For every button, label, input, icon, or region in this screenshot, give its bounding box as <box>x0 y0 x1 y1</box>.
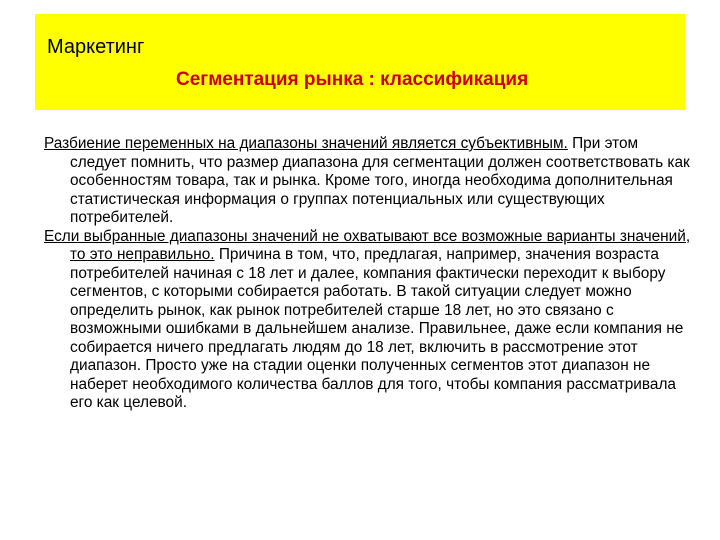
slide-title: Маркетинг <box>47 36 145 58</box>
paragraph-lead-underlined: Разбиение переменных на диапазоны значений является субъективным. <box>44 135 568 152</box>
paragraph-range-coverage <box>44 228 694 413</box>
paragraph-text: Причина в том, что, предлагая, например, значения возраста потребителей начиная с 18 лет и далее, компания фактически переходит к выбору сегментов, с которыми собирается работать. В такой ситуации следует можно определить рынок, как рынок потребителей старше 18 лет, но это связано с возможными ошибками в дальнейшем анализе. Правильнее, даже если компания не собирается ничего предлагать людям до 18 лет, включить в рассмотрение этот диапазон. Просто уже на стадии оценки полученных сегментов этот диапазон не наберет необходимого количества баллов для того, чтобы компания рассматривала его как целевой. <box>70 246 684 411</box>
paragraph-text: При этом следует помнить, что размер диапазона для сегментации должен соответствовать как особенностям товара, так и рынка. Кроме того, иногда необходима дополнительная статистическая информация о группах потенциальных или существующих потребителей. <box>70 135 690 226</box>
paragraph-lead-underlined: Если выбранные диапазоны значений не охватывают все возможные варианты значений, то это неправильно. <box>44 227 691 263</box>
slide-body <box>44 135 694 413</box>
paragraph-subjective-ranges <box>44 135 694 228</box>
slide-subtitle: Сегментация рынка : классификация <box>176 69 529 90</box>
title-banner <box>35 14 685 110</box>
